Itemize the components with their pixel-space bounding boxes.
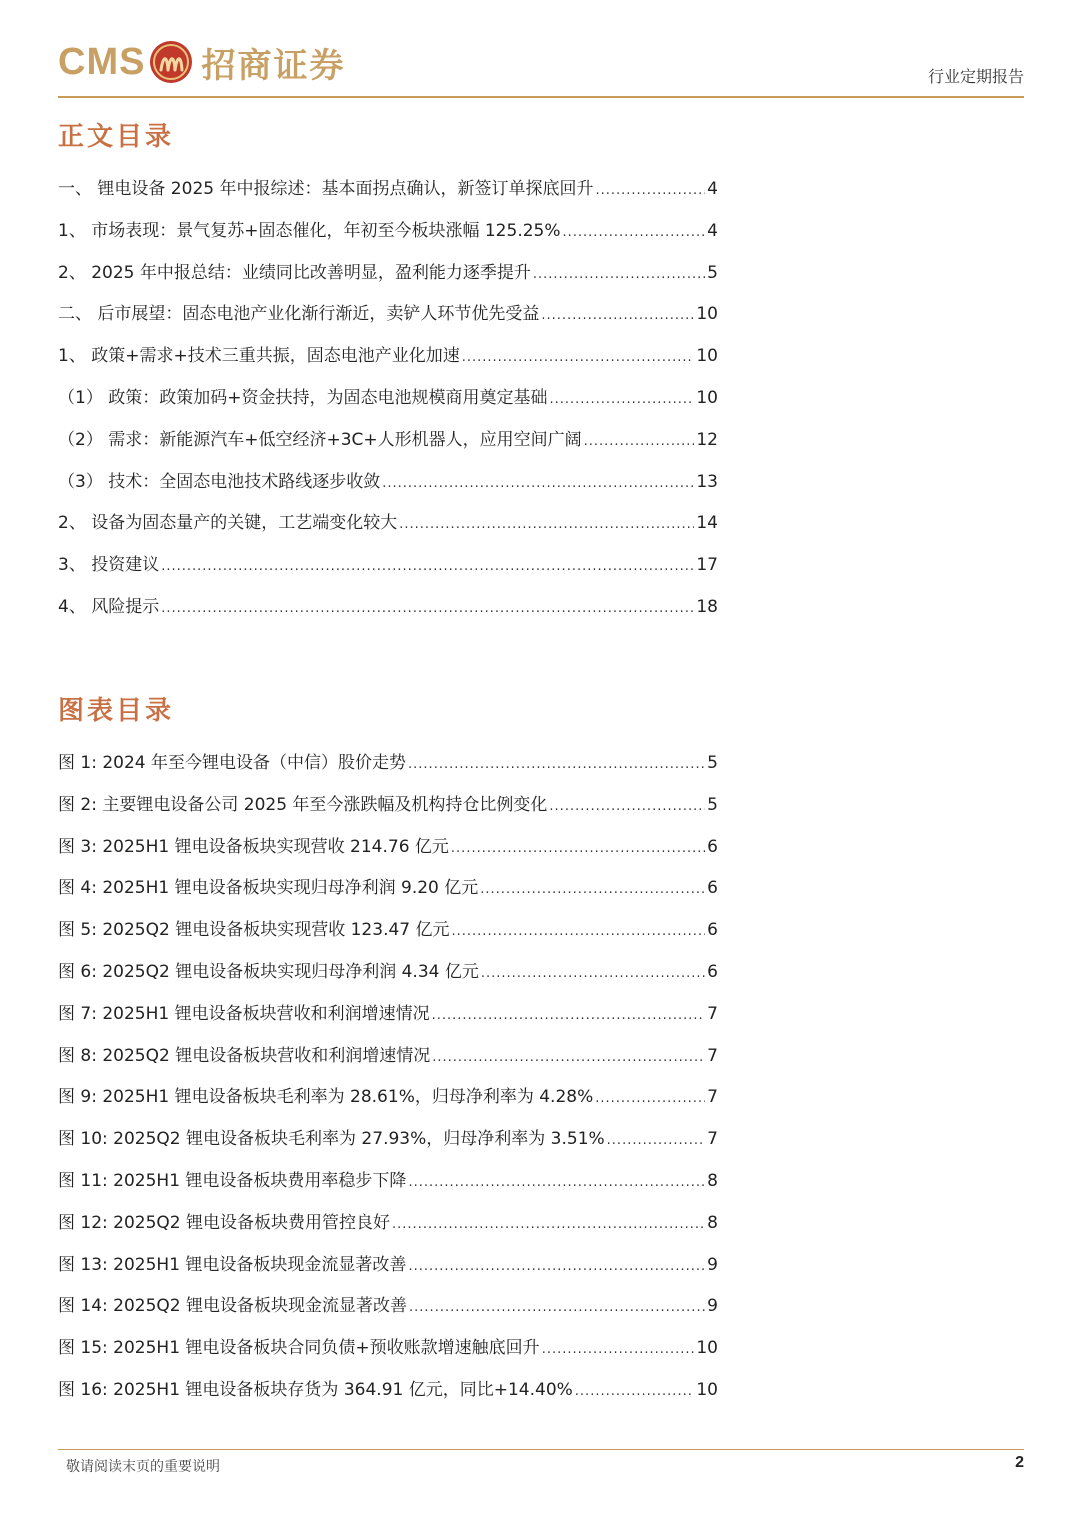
main-toc-entry[interactable] — [58, 425, 718, 467]
main-toc-entry[interactable] — [58, 258, 718, 300]
figure-toc-list — [58, 748, 718, 1417]
figure-toc-entry[interactable] — [58, 873, 718, 915]
dot-leader — [563, 225, 706, 240]
dot-leader — [408, 1175, 705, 1190]
toc-entry-text: 图 14: 2025Q2 锂电设备板块现金流显著改善 — [58, 1296, 408, 1317]
dot-leader — [432, 1008, 706, 1023]
main-toc-entry[interactable] — [58, 299, 718, 341]
cms-emblem-icon — [149, 40, 193, 84]
toc-entry-text: 图 8: 2025Q2 锂电设备板块营收和利润增速情况 — [58, 1045, 431, 1066]
toc-entry-text: 图 6: 2025Q2 锂电设备板块实现归母净利润 4.34 亿元 — [58, 961, 479, 982]
toc-page-number: 8 — [707, 1170, 718, 1191]
toc-entry-text: 图 13: 2025H1 锂电设备板块现金流显著改善 — [58, 1254, 407, 1275]
toc-page-number: 4 — [707, 220, 718, 241]
toc-page-number: 6 — [707, 836, 718, 857]
figure-toc-entry[interactable] — [58, 999, 718, 1041]
toc-entry-text: （2） 需求：新能源汽车+低空经济+3C+人形机器人，应用空间广阔 — [58, 429, 582, 450]
main-toc-entry[interactable] — [58, 467, 718, 509]
dot-leader — [462, 350, 695, 365]
figure-toc-entry[interactable] — [58, 790, 718, 832]
dot-leader — [595, 183, 705, 198]
toc-page-number: 7 — [707, 1129, 718, 1150]
toc-page-number: 4 — [707, 179, 718, 199]
dot-leader — [452, 924, 706, 939]
figure-toc-title: 图表目录 — [58, 696, 175, 726]
toc-page-number: 10 — [696, 1379, 718, 1400]
toc-entry-text: 1、 政策+需求+技术三重共振，固态电池产业化加速 — [58, 346, 460, 367]
toc-entry-text: 二、 后市展望：固态电池产业化渐行渐近，卖铲人环节优先受益 — [58, 304, 540, 325]
main-toc-entry[interactable] — [58, 216, 718, 258]
figure-toc-entry[interactable] — [58, 1250, 718, 1292]
toc-entry-text: 图 11: 2025H1 锂电设备板块费用率稳步下降 — [58, 1170, 407, 1191]
disclaimer-note: 敬请阅读末页的重要说明 — [66, 1459, 220, 1475]
toc-page-number: 10 — [696, 346, 718, 367]
dot-leader — [408, 757, 705, 772]
header-divider — [58, 96, 1024, 98]
toc-page-number: 9 — [707, 1296, 718, 1317]
toc-page-number: 5 — [707, 794, 718, 815]
page-number: 2 — [1015, 1454, 1024, 1471]
dot-leader — [607, 1133, 706, 1148]
dot-leader — [584, 434, 695, 449]
toc-entry-text: 图 9: 2025H1 锂电设备板块毛利率为 28.61%，归母净利率为 4.28% — [58, 1087, 594, 1108]
toc-page-number: 6 — [707, 878, 718, 899]
toc-page-number: 17 — [696, 555, 718, 576]
toc-entry-text: （3） 技术：全固态电池技术路线逐步收敛 — [58, 471, 381, 492]
toc-page-number: 7 — [707, 1045, 718, 1066]
main-toc-entry[interactable] — [58, 508, 718, 550]
figure-toc-entry[interactable] — [58, 1041, 718, 1083]
toc-page-number: 5 — [707, 262, 718, 283]
main-toc-list — [58, 174, 718, 634]
toc-entry-text: 一、 锂电设备 2025 年中报综述：基本面拐点确认，新签订单探底回升 — [58, 179, 594, 199]
toc-entry-text: 图 2: 主要锂电设备公司 2025 年至今涨跌幅及机构持仓比例变化 — [58, 794, 548, 815]
toc-page-number: 7 — [707, 1003, 718, 1024]
page-header — [58, 38, 1024, 96]
toc-entry-text: 图 5: 2025Q2 锂电设备板块实现营收 123.47 亿元 — [58, 920, 450, 941]
toc-page-number: 18 — [696, 596, 718, 617]
figure-toc-entry[interactable] — [58, 1082, 718, 1124]
main-toc-entry[interactable] — [58, 341, 718, 383]
toc-page-number: 10 — [696, 1338, 718, 1359]
report-type-label: 行业定期报告 — [927, 67, 1024, 86]
dot-leader — [542, 1342, 695, 1357]
toc-entry-text: 图 12: 2025Q2 锂电设备板块费用管控良好 — [58, 1212, 391, 1233]
cms-logo — [58, 38, 345, 86]
main-toc-entry[interactable] — [58, 592, 718, 634]
dot-leader — [161, 559, 694, 574]
figure-toc-entry[interactable] — [58, 1208, 718, 1250]
toc-page-number: 8 — [707, 1212, 718, 1233]
footer-divider — [58, 1449, 1024, 1450]
toc-page-number: 9 — [707, 1254, 718, 1275]
dot-leader — [432, 1050, 705, 1065]
dot-leader — [409, 1300, 705, 1315]
dot-leader — [408, 1259, 705, 1274]
main-toc-title: 正文目录 — [58, 122, 175, 152]
dot-leader — [382, 476, 694, 491]
figure-toc-entry[interactable] — [58, 748, 718, 790]
figure-toc-entry[interactable] — [58, 1333, 718, 1375]
main-toc-entry[interactable] — [58, 383, 718, 425]
toc-entry-text: 图 15: 2025H1 锂电设备板块合同负债+预收账款增速触底回升 — [58, 1338, 540, 1359]
dot-leader — [549, 392, 694, 407]
toc-entry-text: 3、 投资建议 — [58, 555, 160, 576]
toc-entry-text: 图 1: 2024 年至今锂电设备（中信）股价走势 — [58, 753, 407, 773]
figure-toc-entry[interactable] — [58, 1291, 718, 1333]
figure-toc-entry[interactable] — [58, 957, 718, 999]
figure-toc-entry[interactable] — [58, 915, 718, 957]
toc-page-number: 13 — [696, 471, 718, 492]
dot-leader — [575, 1384, 695, 1399]
dot-leader — [549, 799, 705, 814]
toc-page-number: 7 — [707, 1087, 718, 1108]
dot-leader — [451, 841, 705, 856]
logo-latin-text: CMS — [58, 40, 146, 83]
main-toc-entry[interactable] — [58, 174, 718, 216]
dot-leader — [533, 267, 705, 282]
toc-entry-text: 1、 市场表现：景气复苏+固态催化，年初至今板块涨幅 125.25% — [58, 220, 561, 241]
dot-leader — [161, 601, 694, 616]
dot-leader — [541, 308, 694, 323]
toc-entry-text: 图 7: 2025H1 锂电设备板块营收和利润增速情况 — [58, 1003, 430, 1024]
toc-entry-text: 2、 2025 年中报总结：业绩同比改善明显，盈利能力逐季提升 — [58, 262, 531, 283]
figure-toc-entry[interactable] — [58, 1375, 718, 1417]
dot-leader — [392, 1217, 705, 1232]
dot-leader — [481, 966, 705, 981]
toc-entry-text: 图 4: 2025H1 锂电设备板块实现归母净利润 9.20 亿元 — [58, 878, 479, 899]
dot-leader — [480, 882, 705, 897]
toc-page-number: 14 — [696, 513, 718, 534]
toc-page-number: 12 — [696, 429, 718, 450]
toc-page-number: 10 — [696, 387, 718, 408]
toc-entry-text: 图 10: 2025Q2 锂电设备板块毛利率为 27.93%，归母净利率为 3.51% — [58, 1129, 605, 1150]
figure-toc-entry[interactable] — [58, 832, 718, 874]
dot-leader — [399, 517, 694, 532]
toc-page-number: 5 — [707, 753, 718, 773]
toc-entry-text: （1） 政策：政策加码+资金扶持，为固态电池规模商用奠定基础 — [58, 387, 548, 408]
logo-chinese-text: 招商证券 — [201, 45, 346, 86]
main-toc-entry[interactable] — [58, 550, 718, 592]
toc-page-number: 6 — [707, 961, 718, 982]
toc-entry-text: 图 3: 2025H1 锂电设备板块实现营收 214.76 亿元 — [58, 836, 449, 857]
toc-entry-text: 2、 设备为固态量产的关键，工艺端变化较大 — [58, 513, 398, 534]
toc-page-number: 6 — [707, 920, 718, 941]
figure-toc-entry[interactable] — [58, 1124, 718, 1166]
toc-page-number: 10 — [696, 304, 718, 325]
toc-entry-text: 4、 风险提示 — [58, 596, 160, 617]
dot-leader — [595, 1091, 705, 1106]
toc-entry-text: 图 16: 2025H1 锂电设备板块存货为 364.91 亿元，同比+14.40% — [58, 1379, 573, 1400]
figure-toc-entry[interactable] — [58, 1166, 718, 1208]
